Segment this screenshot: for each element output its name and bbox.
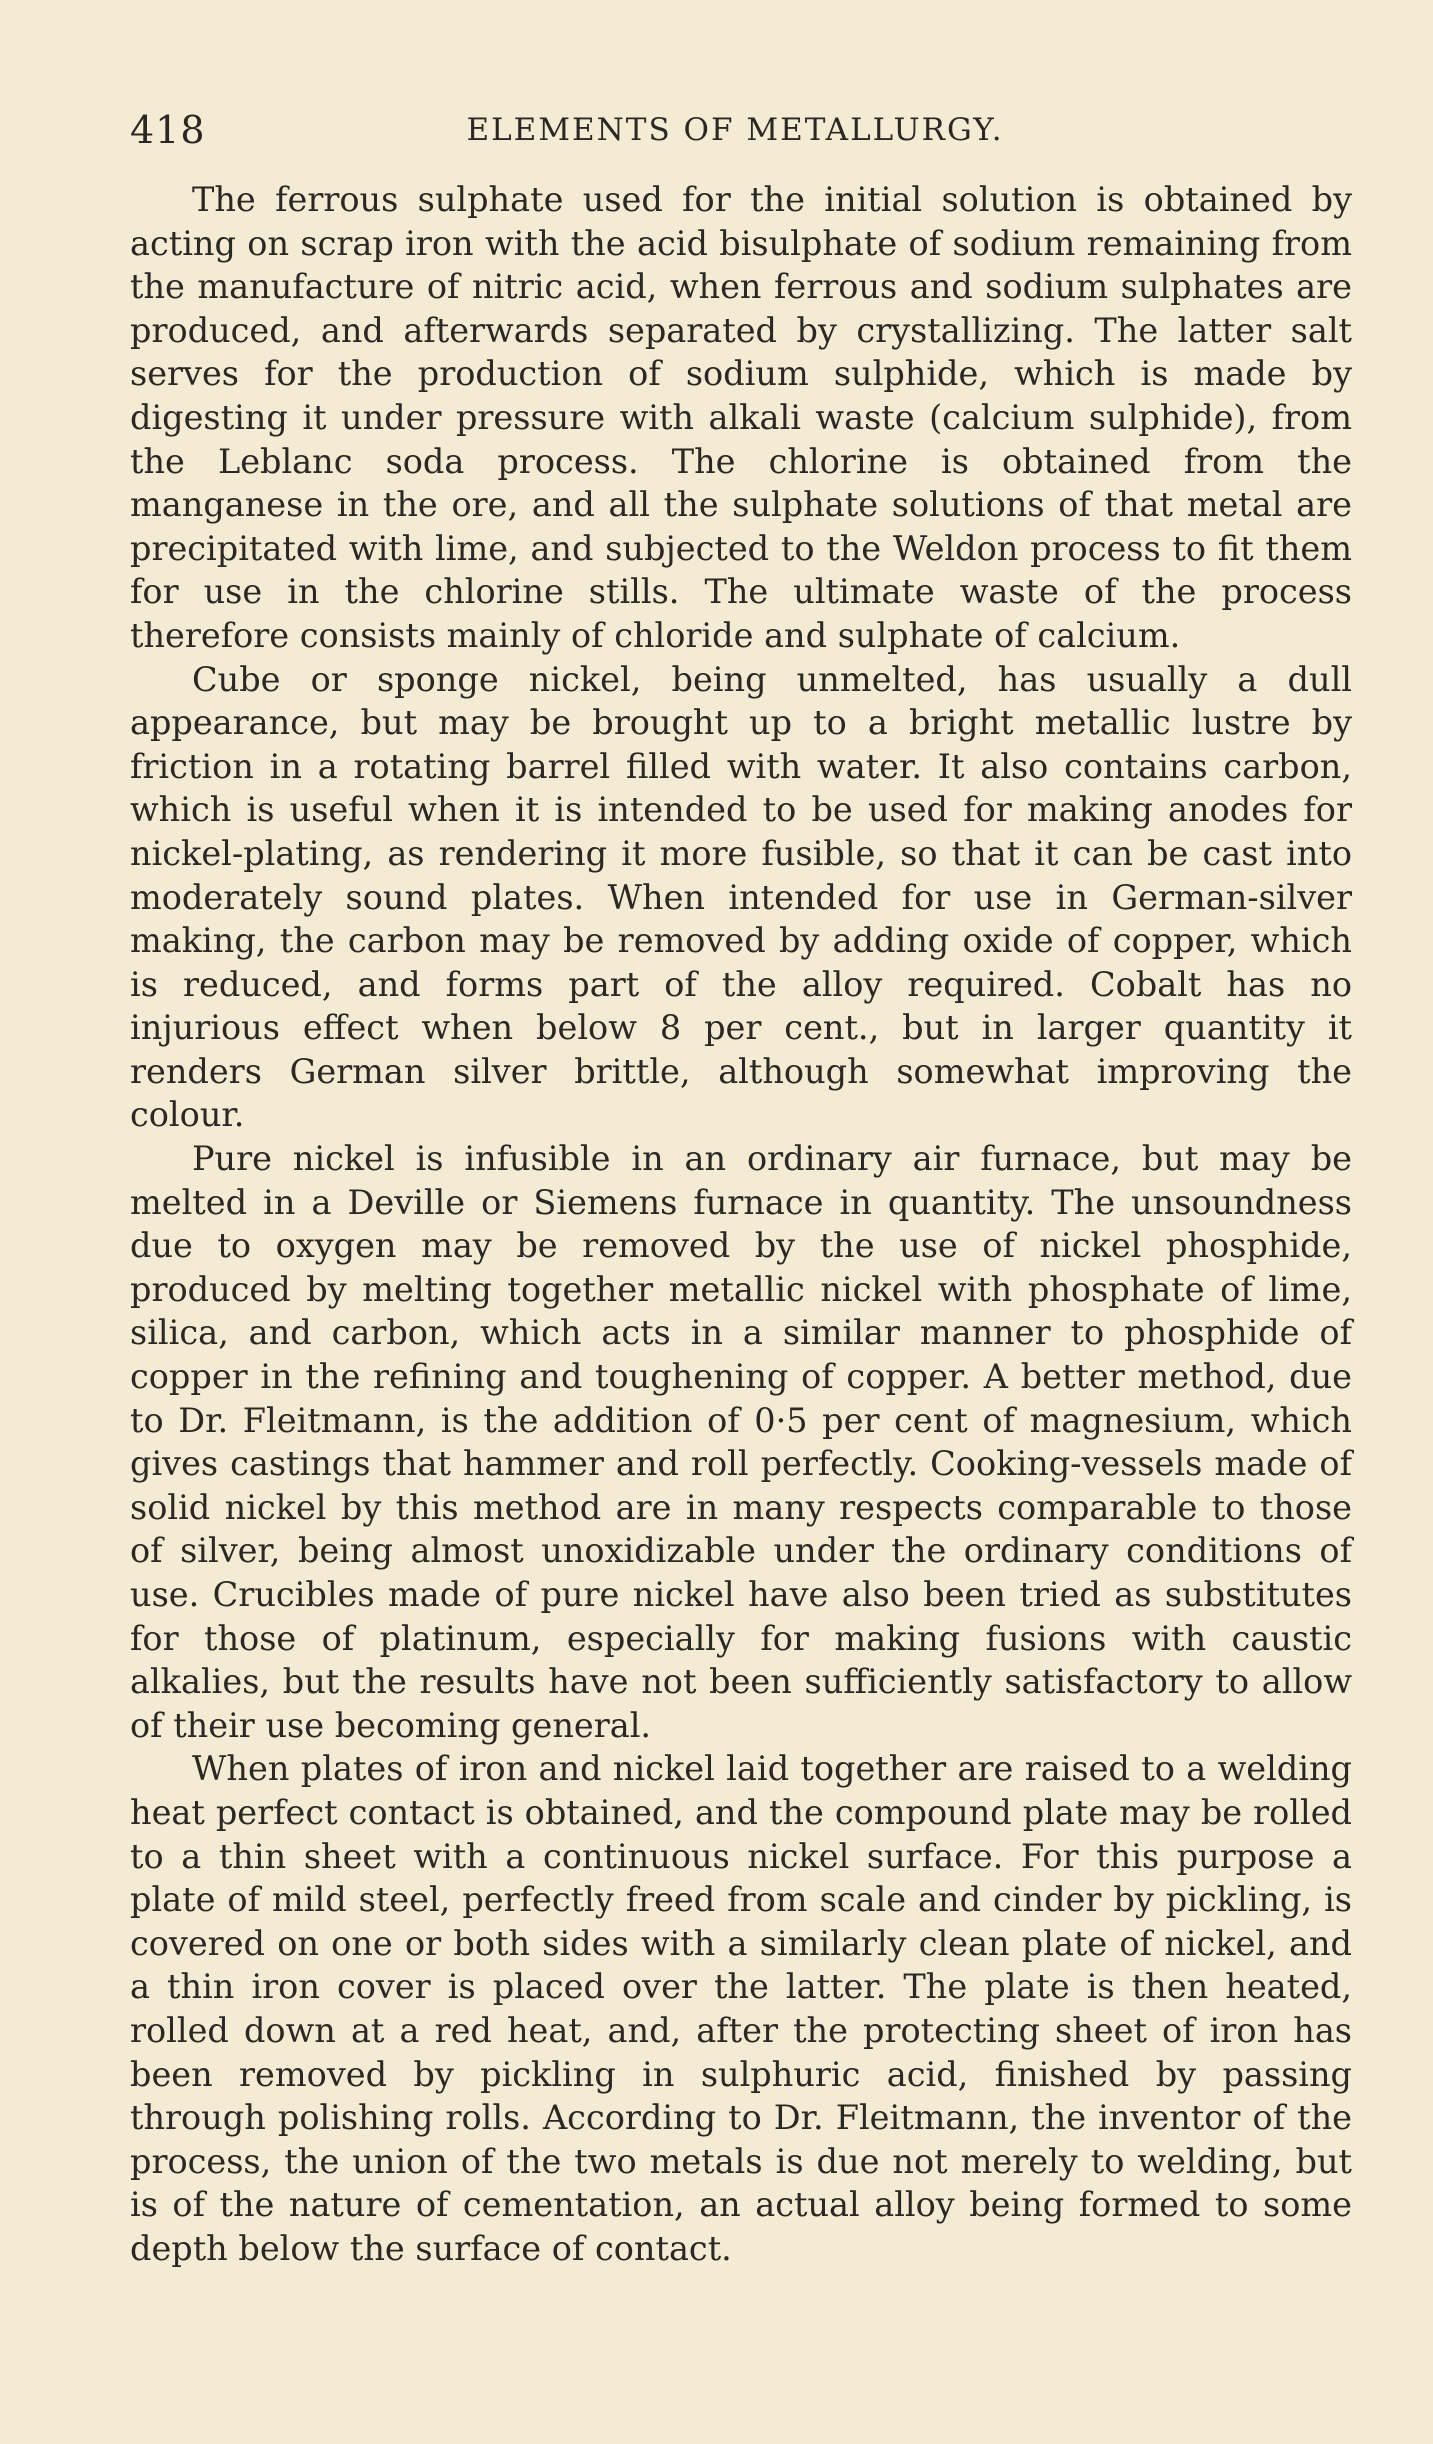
body-text — [130, 178, 1352, 2271]
paragraph-iron-nickel-plates: When plates of iron and nickel laid together are raised to a welding heat perfect contact is obtained, and the compound plate may be rolled to a thin sheet with a continuous nickel surface. For this purpose a plate of mild steel, perfectly freed from scale and cinder by pickling, is covered on one or both sides with a similarly clean plate of nickel, and a thin iron cover is placed over the latter. The plate is then heated, rolled down at a red heat, and, after the protecting sheet of iron has been removed by pickling in sulphuric acid, finished by passing through polishing rolls. According to Dr. Fleitmann, the inventor of the process, the union of the two metals is due not merely to welding, but is of the nature of cementation, an actual alloy being formed to some depth below the surface of contact. — [130, 1749, 1352, 2268]
page-header — [130, 100, 1340, 160]
paragraph-cube-sponge-nickel: Cube or sponge nickel, being unmelted, has usually a dull appearance, but may be brought up to a bright metallic lustre by friction in a rotating barrel filled with water. It also contains carbon, which is useful when it is intended to be used for making anodes for nickel-plating, as rendering it more fusible, so that it can be cast into moderately sound plates. When intended for use in German-silver making, the carbon may be removed by adding oxide of copper, which is reduced, and forms part of the alloy required. Cobalt has no injurious effect when below 8 per cent., but in larger quantity it renders German silver brittle, although somewhat improving the colour. — [130, 659, 1352, 1135]
page-number: 418 — [130, 108, 206, 152]
running-title: ELEMENTS OF METALLURGY. — [466, 112, 1004, 148]
paragraph-pure-nickel: Pure nickel is infusible in an ordinary air furnace, but may be melted in a Deville or Siemens furnace in quantity. The unsoundness due to oxygen may be removed by the use of nickel phosphide, produced by melting together metallic nickel with phosphate of lime, silica, and carbon, which acts in a similar manner to phosphide of copper in the refining and toughening of copper. A better method, due to Dr. Fleitmann, is the addition of 0·5 per cent of magnesium, which gives castings that hammer and roll perfectly. Cooking-vessels made of solid nickel by this method are in many respects comparable to those of silver, being almost unoxidizable under the ordinary conditions of use. Crucibles made of pure nickel have also been tried as substitutes for those of platinum, especially for making fusions with caustic alkalies, but the results have not been sufficiently satisfactory to allow of their use becoming general. — [130, 1139, 1352, 1745]
paragraph-ferrous-sulphate: The ferrous sulphate used for the initial solution is obtained by acting on scrap iron with the acid bisulphate of sodium remaining from the manufacture of nitric acid, when ferrous and sodium sulphates are produced, and afterwards separated by crystallizing. The latter salt serves for the production of sodium sulphide, which is made by digesting it under pressure with alkali waste (calcium sulphide), from the Leblanc soda process. The chlorine is obtained from the manganese in the ore, and all the sulphate solutions of that metal are precipitated with lime, and subjected to the Weldon process to fit them for use in the chlorine stills. The ultimate waste of the process therefore consists mainly of chloride and sulphate of calcium. — [130, 180, 1352, 655]
